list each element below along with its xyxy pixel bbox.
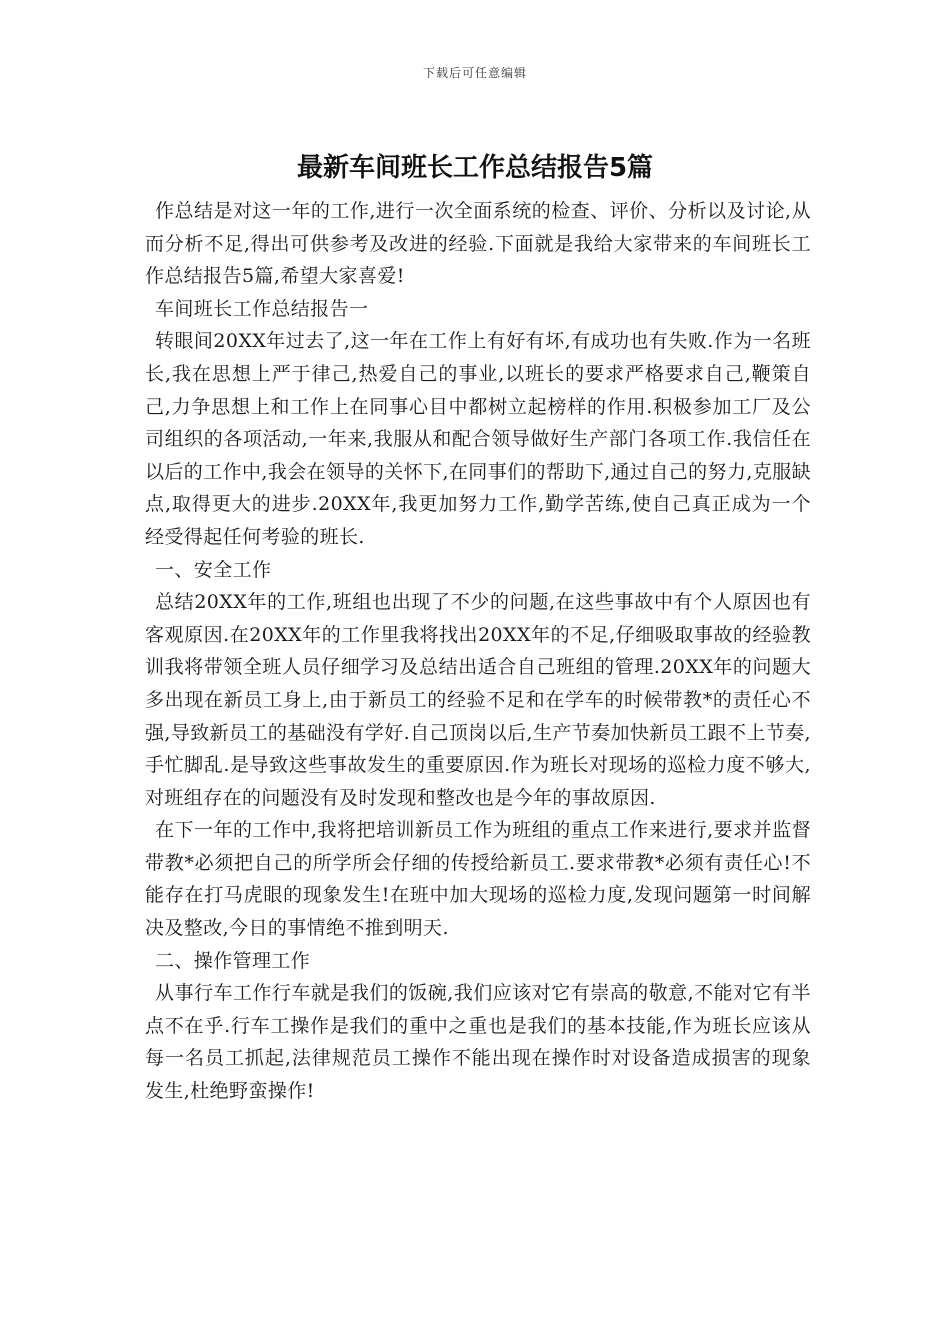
body-paragraph: 转眼间20XX年过去了,这一年在工作上有好有坏,有成功也有失败.作为一名班长,我在思想上严于律己,热爱自己的事业,以班长的要求严格要求自己,鞭策自己,力争思想上和工作上在同事心目中都树立起榜样的作用.积极参加工厂及公司组织的各项活动,一年来,我服从和配合领导做好生产部门各项工作.我信任在以后的工作中,我会在领导的关怀下,在同事们的帮助下,通过自己的努力,克服缺点,取得更大的进步.20XX年,我更加努力工作,勤学苦练,使自己真正成为一个经受得起任何考验的班长. [145, 330, 811, 548]
document-body [145, 195, 811, 1108]
section-heading-operation: 二、操作管理工作 [155, 949, 311, 972]
section-heading-safety: 一、安全工作 [155, 558, 272, 581]
body-paragraph: 从事行车工作行车就是我们的饭碗,我们应该对它有崇高的敬意,不能对它有半点不在乎.行车工操作是我们的重中之重也是我们的基本技能,作为班长应该从每一名员工抓起,法律规范员工操作不能出现在操作时对设备造成损害的现象发生,杜绝野蛮操作! [145, 982, 811, 1103]
document-title: 最新车间班长工作总结报告5篇 [296, 153, 654, 183]
body-paragraph: 在下一年的工作中,我将把培训新员工作为班组的重点工作来进行,要求并监督带教*必须把自己的所学所会仔细的传授给新员工.要求带教*必须有责任心!不能存在打马虎眼的现象发生!在班中加大现场的巡检力度,发现问题第一时间解决及整改,今日的事情绝不推到明天. [145, 819, 811, 940]
body-paragraph: 总结20XX年的工作,班组也出现了不少的问题,在这些事故中有个人原因也有客观原因.在20XX年的工作里我将找出20XX年的不足,仔细吸取事故的经验教训我将带领全班人员仔细学习及总结出适合自己班组的管理.20XX年的问题大多出现在新员工身上,由于新员工的经验不足和在学车的时候带教*的责任心不强,导致新员工的基础没有学好.自己顶岗以后,生产节奏加快新员工跟不上节奏,手忙脚乱.是导致这些事故发生的重要原因.作为班长对现场的巡检力度不够大,对班组存在的问题没有及时发现和整改也是今年的事故原因. [145, 591, 811, 809]
page-header-note: 下载后可任意编辑 [422, 66, 527, 80]
intro-paragraph: 作总结是对这一年的工作,进行一次全面系统的检查、评价、分析以及讨论,从而分析不足,得出可供参考及改进的经验.下面就是我给大家带来的车间班长工作总结报告5篇,希望大家喜爱! [145, 200, 811, 288]
section-heading-report-one: 车间班长工作总结报告一 [155, 297, 369, 320]
